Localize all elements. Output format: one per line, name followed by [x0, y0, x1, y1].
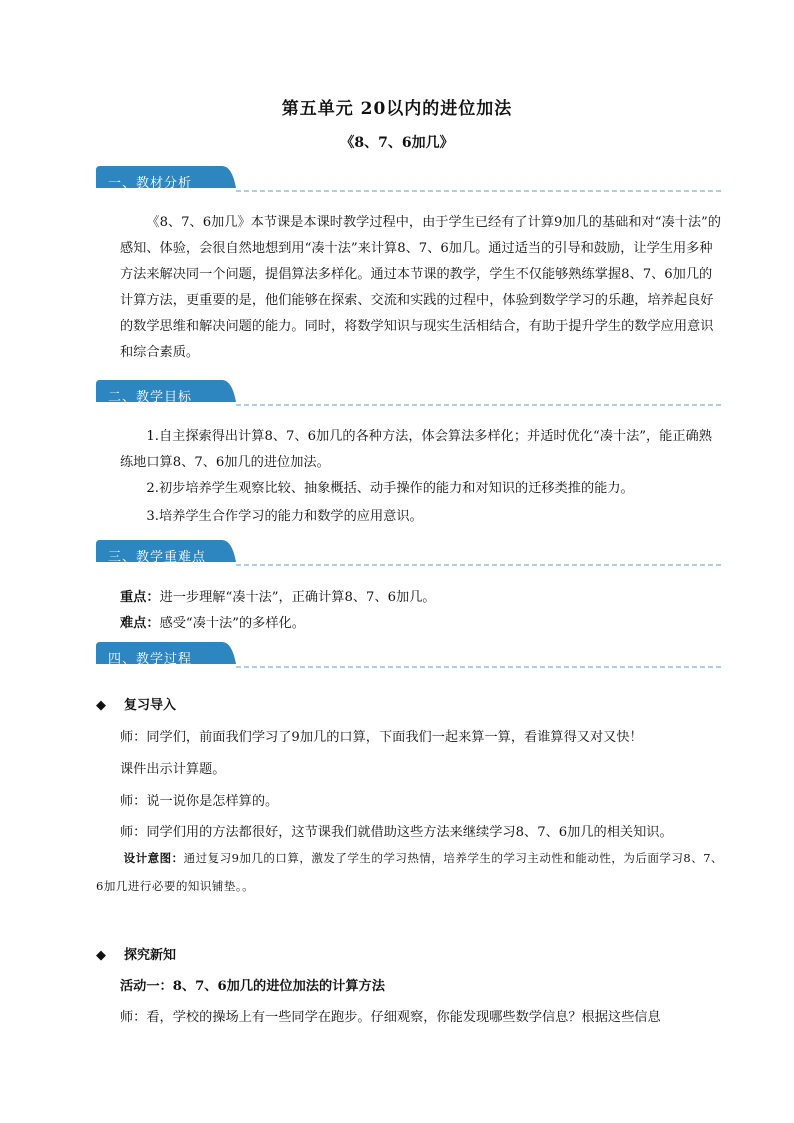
section-label: 一、教材分析 [108, 176, 193, 191]
section-label: 四、教学过程 [108, 652, 193, 667]
review-line-3: 师：说一说你是怎样算的。 [120, 794, 279, 809]
key-point-text: 进一步理解“凑十法”，正确计算8、7、6加几。 [159, 590, 436, 605]
review-line-1: 师：同学们，前面我们学习了9加几的口算，下面我们一起来算一算，看谁算得又对又快！ [120, 730, 643, 745]
diamond-bullet-icon: ◆ [96, 698, 106, 713]
design-intent [96, 844, 724, 900]
section-header-keypoints [96, 540, 724, 570]
review-line-4: 师：同学们用的方法都很好，这节课我们就借助这些方法来继续学习8、7、6加几的相关知识。 [120, 825, 673, 840]
design-intent-text: 通过复习9加几的口算，激发了学生的学习热情，培养学生的学习主动性和能动性，为后面学习8、7、6加几进行必要的知识铺垫。。 [96, 851, 724, 893]
section-header-process [96, 642, 724, 672]
review-heading [96, 694, 176, 713]
review-title: 复习导入 [124, 698, 177, 713]
explore-title: 探究新知 [124, 948, 177, 963]
explore-heading [96, 944, 176, 963]
key-point-label: 重点： [120, 590, 160, 605]
goal-item-2: 2.初步培养学生观察比较、抽象概括、动手操作的能力和对知识的迁移类推的能力。 [146, 481, 634, 496]
design-intent-label: 设计意图： [123, 851, 184, 865]
section-label: 三、教学重难点 [108, 550, 207, 565]
difficult-point [120, 612, 305, 631]
section-label: 二、教学目标 [108, 390, 193, 405]
activity-line: 师：看，学校的操场上有一些同学在跑步。仔细观察，你能发现哪些数学信息？根据这些信息 [120, 1010, 661, 1025]
analysis-paragraph: 《8、7、6加几》本节课是本课时教学过程中，由于学生已经有了计算9加几的基础和对“凑十法”的感知、体验，会很自然地想到用“凑十法”来计算8、7、6加几。通过适当的引导和鼓励，让学生用多种方法来解决同一个问题，提倡算法多样化。通过本节课的教学，学生不仅能够熟练掌握8、7、6加几的计算方法，更重要的是，他们能够在探索、交流和实践的过程中，体验到数学学习的乐趣，培养起良好的数学思维和解决问题的能力。同时，将数学知识与现实生活相结合，有助于提升学生的数学应用意识和综合素质。 [120, 215, 721, 360]
section-header-analysis [96, 166, 724, 196]
activity-title: 活动一：8、7、6加几的进位加法的计算方法 [120, 979, 385, 994]
difficult-point-label: 难点： [120, 616, 160, 631]
goal-item-3: 3.培养学生合作学习的能力和数学的应用意识。 [146, 509, 423, 524]
goal-item-1: 1.自主探索得出计算8、7、6加几的各种方法，体会算法多样化；并适时优化“凑十法”，能正确熟练地口算8、7、6加几的进位加法。 [120, 429, 712, 470]
review-line-2: 课件出示计算题。 [120, 762, 226, 777]
difficult-point-text: 感受“凑十法”的多样化。 [159, 616, 305, 631]
key-point [120, 586, 436, 605]
page-subtitle: 《8、7、6加几》 [340, 135, 454, 151]
diamond-bullet-icon: ◆ [96, 948, 106, 963]
page-title: 第五单元 20以内的进位加法 [281, 99, 513, 119]
section-header-goals [96, 380, 724, 410]
